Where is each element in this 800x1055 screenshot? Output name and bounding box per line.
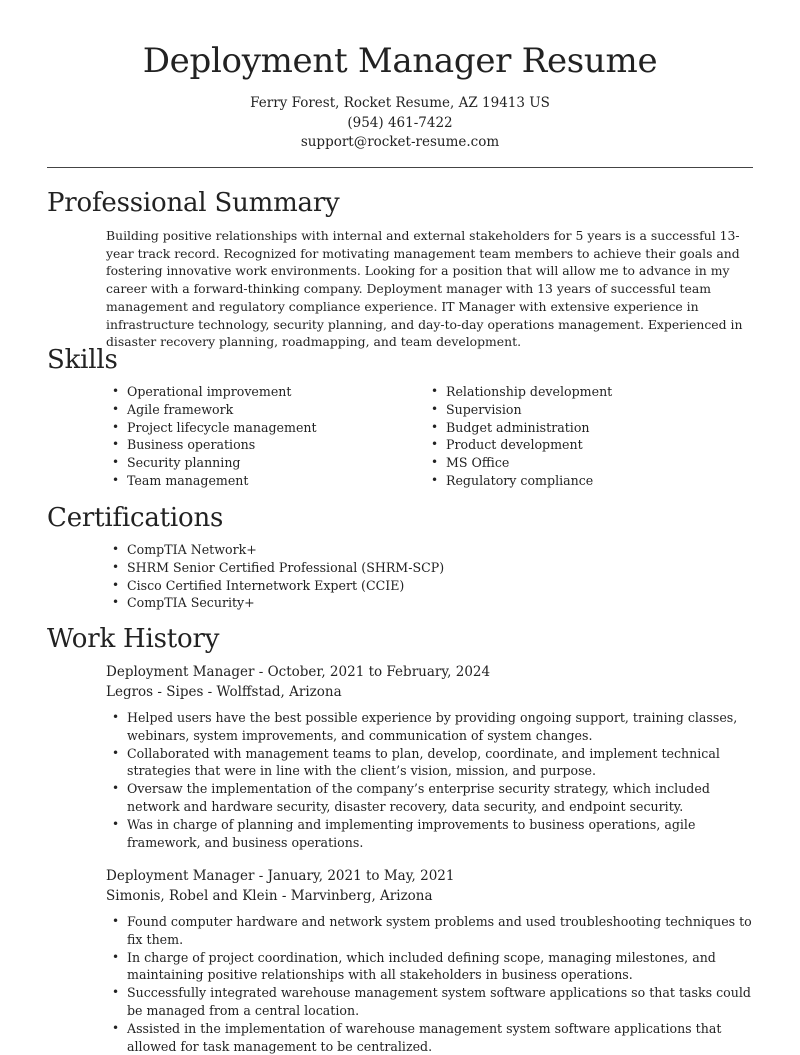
job-bullet: • Collaborated with management teams to plan, develop, coordinate, and implement technical strategies that were in line with the client’s vision, mission, and purpose.: [106, 745, 766, 781]
job-bullet: • In charge of project coordination, which included defining scope, managing milestones, and maintaining positive relationships with all stakeholders in business operations.: [106, 949, 766, 985]
skill-item: • Budget administration: [425, 419, 755, 437]
job-company: Simonis, Robel and Klein - Marvinberg, Arizona: [106, 888, 433, 904]
job-bullet: • Found computer hardware and network system problems and used troubleshooting techniques to fix them.: [106, 913, 766, 949]
skill-item: • Project lifecycle management: [106, 419, 406, 437]
skill-item: • Security planning: [106, 454, 406, 472]
skill-item: • Team management: [106, 472, 406, 490]
skill-item: • Operational improvement: [106, 383, 406, 401]
header-divider: [47, 167, 753, 168]
skill-item: • Supervision: [425, 401, 755, 419]
summary-text: Building positive relationships with internal and external stakeholders for 5 years is a successful 13-year track record. Recognized for motivating management team members to achieve their goals and fostering innovative work environments. Looking for a position that will allow me to advance in my career with a forward-thinking company. Deployment manager with 13 years of successful team management and regulatory compliance experience. IT Manager with extensive experience in infrastructure technology, security planning, and day-to-day operations management. Experienced in disaster recovery planning, roadmapping, and team development.: [106, 228, 743, 350]
skill-item: • Regulatory compliance: [425, 472, 755, 490]
resume-title: Deployment Manager Resume: [142, 41, 658, 81]
skills-heading: Skills: [47, 345, 118, 375]
contact-phone: (954) 461-7422: [347, 115, 453, 131]
skill-item: • Relationship development: [425, 383, 755, 401]
job-bullet: • Assisted in the implementation of warehouse management system software applications that allowed for task management to be centralized.: [106, 1020, 766, 1055]
job-bullet: • Was in charge of planning and implementing improvements to business operations, agile framework, and business operations.: [106, 816, 766, 852]
job-bullet: • Successfully integrated warehouse management system software applications so that tasks could be managed from a central location.: [106, 984, 766, 1020]
skill-item: • Agile framework: [106, 401, 406, 419]
job-bullet: • Oversaw the implementation of the company’s enterprise security strategy, which included network and hardware security, disaster recovery, data security, and endpoint security.: [106, 780, 766, 816]
skill-item: • Business operations: [106, 436, 406, 454]
certification-item: • CompTIA Security+: [106, 594, 706, 612]
job-company: Legros - Sipes - Wolffstad, Arizona: [106, 684, 342, 700]
contact-email: support@rocket-resume.com: [300, 134, 500, 150]
summary-heading: Professional Summary: [47, 188, 340, 218]
skills-list-left: [106, 383, 406, 490]
certification-item: • CompTIA Network+: [106, 541, 706, 559]
job-bullet: • Helped users have the best possible experience by providing ongoing support, training classes, webinars, system improvements, and communication of system changes.: [106, 709, 766, 745]
job-title: Deployment Manager - January, 2021 to May, 2021: [106, 868, 455, 884]
certifications-list: [106, 541, 706, 612]
skills-list-right: [425, 383, 755, 490]
skill-item: • Product development: [425, 436, 755, 454]
job-bullet-list: [106, 913, 766, 1055]
certifications-heading: Certifications: [47, 503, 224, 533]
work-history-heading: Work History: [47, 624, 220, 654]
contact-address: Ferry Forest, Rocket Resume, AZ 19413 US: [250, 95, 550, 111]
certification-item: • SHRM Senior Certified Professional (SHRM-SCP): [106, 559, 706, 577]
certification-item: • Cisco Certified Internetwork Expert (CCIE): [106, 577, 706, 595]
skill-item: • MS Office: [425, 454, 755, 472]
job-title: Deployment Manager - October, 2021 to February, 2024: [106, 664, 491, 680]
job-bullet-list: [106, 709, 766, 851]
